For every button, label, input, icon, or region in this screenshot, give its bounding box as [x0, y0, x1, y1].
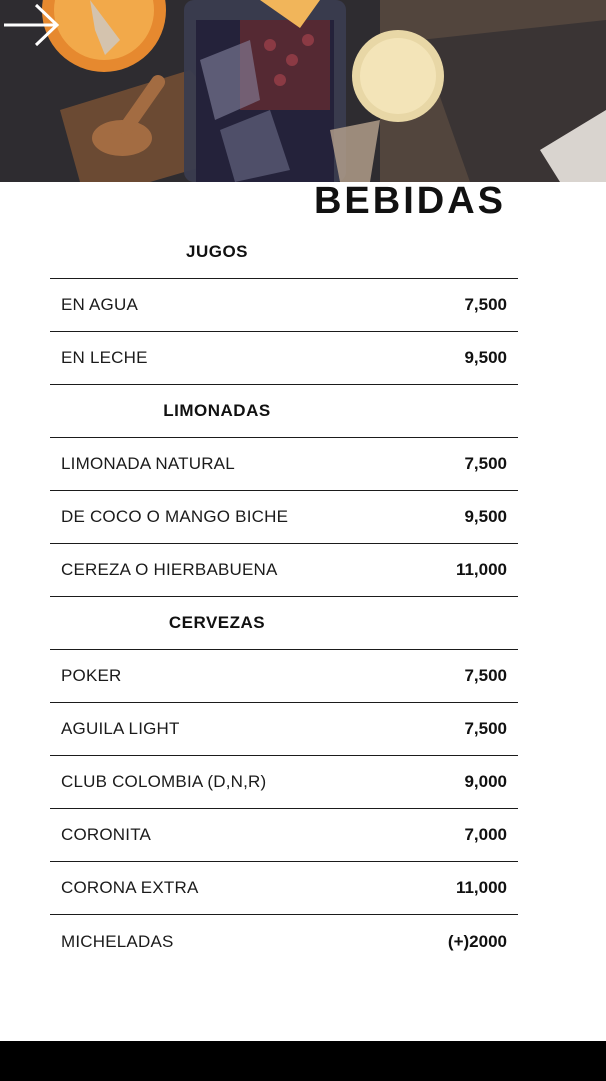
item-price: 7,500 — [464, 719, 507, 738]
item-price: 7,500 — [464, 295, 507, 314]
menu-item — [50, 438, 518, 491]
item-price: 7,500 — [464, 666, 507, 685]
section-title: LIMONADAS — [163, 401, 271, 420]
item-name: MICHELADAS — [61, 931, 174, 951]
item-name: CEREZA O HIERBABUENA — [61, 560, 278, 579]
item-name: CLUB COLOMBIA (D,N,R) — [61, 772, 267, 791]
item-price: 11,000 — [455, 878, 507, 897]
drinks-menu-list — [50, 226, 518, 968]
item-price: 9,000 — [464, 772, 507, 791]
item-price: 9,500 — [464, 348, 507, 367]
arrow-right-icon[interactable] — [0, 0, 62, 50]
item-name: POKER — [61, 666, 122, 685]
bottom-bar — [0, 1041, 606, 1081]
menu-item — [50, 650, 518, 703]
item-name: CORONA EXTRA — [61, 878, 199, 897]
section-header-cervezas — [50, 597, 518, 650]
section-title: CERVEZAS — [168, 613, 266, 632]
menu-item — [50, 756, 518, 809]
menu-item — [50, 279, 518, 332]
item-name: LIMONADA NATURAL — [61, 454, 235, 473]
item-price: 7,500 — [464, 454, 507, 473]
menu-item — [50, 544, 518, 597]
item-price: (+)2000 — [447, 931, 507, 951]
item-name: DE COCO O MANGO BICHE — [61, 507, 289, 526]
item-name: EN LECHE — [61, 348, 148, 367]
drink-photo-illustration — [0, 0, 606, 182]
section-header-jugos — [50, 226, 518, 279]
hero-image — [0, 0, 606, 182]
item-name: CORONITA — [61, 825, 152, 844]
page-title: BEBIDAS — [313, 180, 506, 222]
menu-item — [50, 915, 518, 968]
menu-item — [50, 703, 518, 756]
section-header-limonadas — [50, 385, 518, 438]
menu-item — [50, 809, 518, 862]
menu-item — [50, 332, 518, 385]
section-title: JUGOS — [185, 242, 249, 261]
item-price: 7,000 — [464, 825, 507, 844]
item-name: EN AGUA — [61, 295, 138, 314]
item-price: 11,000 — [455, 560, 507, 579]
menu-item — [50, 862, 518, 915]
menu-item — [50, 491, 518, 544]
item-price: 9,500 — [464, 507, 507, 526]
item-name: AGUILA LIGHT — [61, 719, 180, 738]
